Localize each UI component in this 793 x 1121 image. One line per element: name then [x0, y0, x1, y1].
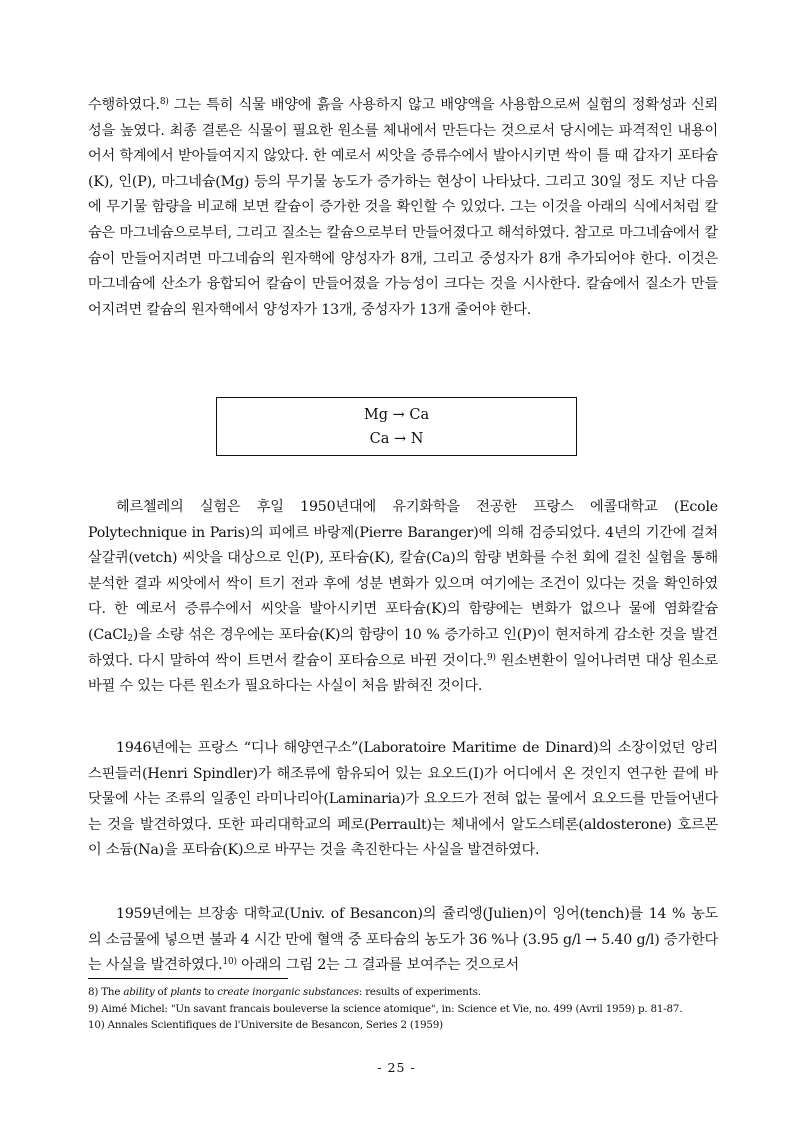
paragraph-2-text-a: 헤르첼레의 실험은 후일 1950년대에 유기화학을 전공한 프랑스 에콜대학교 (Ecole Polytechnique in Paris)의 피에르 바랑제(Pierre Baranger)에 의해 검증되었다. 4년의 기간에 걸쳐 살갈퀴(vetch) 씨앗을 대상으로 인(P), 포타슘(K), 칼슘(Ca)의 함량 변화를 수천 회에 걸친 실험을 통해 분석한 결과 씨앗에서 싹이 트기 전과 후에 성분 변화가 있으며 여기에는 조건이 있다는 것을 확인하였다. 한 예로서 증류수에서 씨앗을 발아시키면 포타슘(K)의 함량에는 변화가 없으나 물에 염화칼슘(CaCl [88, 499, 718, 643]
footnote-9: 9) Aimé Michel: "Un savant francais bouleverse la science atomique", in: Science et Vie, no. 499 (Avril 1959) p. 81-87. [88, 1002, 683, 1015]
paragraph-4-text-b: 아래의 그림 2는 그 결과를 보여주는 것으로서 [236, 957, 519, 974]
paragraph-2 [88, 495, 718, 700]
formula-line-2: Ca → N [369, 431, 424, 447]
paragraph-3-text: 1946년에는 프랑스 “디나 해양연구소”(Laboratoire Maritime de Dinard)의 소장이었던 앙리 스핀들러(Henri Spindler)가 해조류에 함유되어 있는 요오드(I)가 어디에서 온 것인지 연구한 끝에 바닷물에 사는 조류의 일종인 라미나리아(Laminaria)가 요오드가 전혀 없는 물에서 요오드를 만들어낸다는 것을 발견하였다. 또한 파리대학교의 페로(Perrault)는 체내에서 알도스테론(aldosterone) 호르몬이 소듐(Na)을 포타슘(K)으로 바꾸는 것을 촉진한다는 사실을 발견하였다. [88, 740, 718, 859]
paragraph-3 [88, 736, 718, 864]
paragraph-1-text-a: 수행하였다. [88, 97, 160, 113]
footnote-ref-8[interactable]: 8) [159, 97, 169, 107]
paragraph-1 [88, 93, 718, 323]
footnotes [88, 984, 728, 1034]
page-number: - 25 - [377, 1060, 416, 1075]
footnote-ref-9[interactable]: 9) [486, 652, 496, 663]
formula-box [216, 397, 577, 456]
paragraph-2-text-c: 원소변환이 일어나려면 대상 원소로 바뀔 수 있는 다른 원소가 필요하다는 사실이 처음 밝혀진 것이다. [88, 652, 718, 695]
subscript-2: 2 [127, 633, 133, 644]
footnote-8: 8) The ability of plants to create inorganic substances: results of experiments. [88, 986, 481, 998]
footnote-10: 10) Annales Scientifiques de l'Universite de Besancon, Series 2 (1959) [88, 1019, 443, 1031]
paragraph-4-text-a: 1959년에는 브장송 대학교(Univ. of Besancon)의 쥴리엥(Julien)이 잉어(tench)를 14 % 농도의 소금물에 넣으면 불과 4 시간 만에 혈액 중 포타슘의 농도가 36 %나 (3.95 g/l → 5.40 g/l) 증가한다는 사실을 발견하였다. [88, 906, 718, 974]
paragraph-1-text-b: 그는 특히 식물 배양에 흙을 사용하지 않고 배양액을 사용함으로써 실험의 정확성과 신뢰성을 높였다. 최종 결론은 식물이 필요한 원소를 체내에서 만든다는 것으로서 당시에는 파격적인 내용이어서 학계에서 받아들여지지 않았다. 한 예로서 씨앗을 증류수에서 발아시키면 싹이 틀 때 갑자기 포타슘(K), 인(P), 마그네슘(Mg) 등의 무기물 농도가 증가하는 현상이 나타났다. 그리고 30일 정도 지난 다음에 무기물 함량을 비교해 보면 칼슘이 증가한 것을 확인할 수 있었다. 그는 이것을 아래의 식에서처럼 칼슘은 마그네슘으로부터, 그리고 질소는 칼슘으로부터 만들어졌다고 해석하였다. 참고로 마그네슘에서 칼슘이 만들어지려면 마그네슘의 원자핵에 양성자가 8개, 그리고 중성자가 8개 추가되어야 한다. 이것은 마그네슘에 산소가 융합되어 칼슘이 만들어졌을 가능성이 크다는 것을 시사한다. 칼슘에서 질소가 만들어지려면 칼슘의 원자핵에서 양성자가 13개, 중성자가 13개 줄어야 한다. [88, 97, 718, 318]
footnote-ref-10[interactable]: 10) [222, 957, 237, 968]
formula-line-1: Mg → Ca [363, 407, 430, 423]
paragraph-4 [88, 902, 718, 979]
footnote-divider [88, 978, 288, 979]
paragraph-2-text-b: )을 소량 섞은 경우에는 포타슘(K)의 함량이 10 % 증가하고 인(P)이 현저하게 감소한 것을 발견하였다. 다시 말하여 싹이 트면서 칼슘이 포타슘으로 바뀐 것이다. [88, 626, 718, 669]
